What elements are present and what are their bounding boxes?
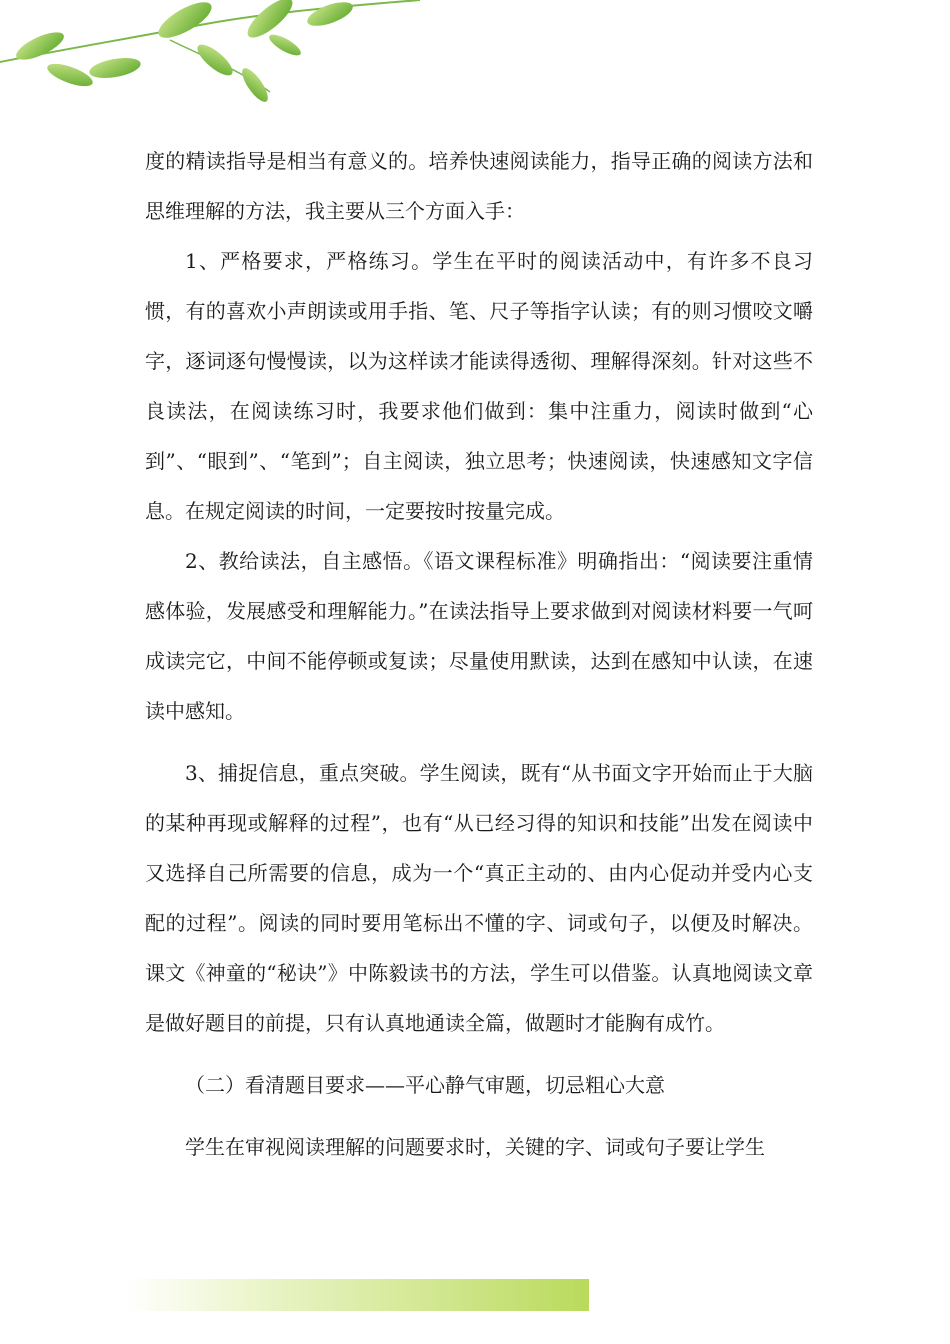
paragraph-gap (145, 736, 813, 748)
section-heading: （二）看清题目要求——平心静气审题，切忌粗心大意 (185, 1073, 665, 1097)
leaf-7 (238, 65, 272, 106)
leaf-3 (88, 55, 142, 82)
vine-leaves-decoration (0, 0, 420, 110)
paragraph-section-2: 学生在审视阅读理解的问题要求时，关键的字、词或句子要让学生 (185, 1135, 765, 1159)
leaf-5 (193, 40, 237, 81)
paragraph-continuation: 度的精读指导是相当有意义的。培养快速阅读能力，指导正确的阅读方法和思维理解的方法，我主要从三个方面入手： (145, 149, 813, 223)
footer-gradient-bar (125, 1279, 589, 1311)
paragraph-gap (145, 1048, 813, 1060)
paragraph-point-2: 2、教给读法，自主感悟。《语文课程标准》明确指出：“阅读要注重情感体验，发展感受和理解能力。”在读法指导上要求做到对阅读材料要一气呵成读完它，中间不能停顿或复读；尽量使用默读，达到在感知中认读，在速读中感知。 (145, 549, 813, 723)
paragraph-gap (145, 1110, 813, 1122)
paragraph-point-3: 3、捕捉信息，重点突破。学生阅读，既有“从书面文字开始而止于大脑的某种再现或解释的过程”，也有“从已经习得的知识和技能”出发在阅读中又选择自己所需要的信息，成为一个“真正主动的、由内心促动并受内心支配的过程”。阅读的同时要用笔标出不懂的字、词或句子，以便及时解决。课文《神童的“秘诀”》中陈毅读书的方法，学生可以借鉴。认真地阅读文章是做好题目的前提，只有认真地通读全篇，做题时才能胸有成竹。 (145, 761, 813, 1035)
leaf-2 (45, 59, 96, 90)
leaf-9 (266, 31, 303, 59)
paragraph-point-1: 1、严格要求，严格练习。学生在平时的阅读活动中，有许多不良习惯，有的喜欢小声朗读或用手指、笔、尺子等指字认读；有的则习惯咬文嚼字，逐词逐句慢慢读，以为这样读才能读得透彻、理解得深刻。针对这些不良读法，在阅读练习时，我要求他们做到：集中注重力，阅读时做到“心到”、“眼到”、“笔到”；自主阅读，独立思考；快速阅读，快速感知文字信息。在规定阅读的时间，一定要按时按量完成。 (145, 249, 813, 523)
leaf-4 (154, 0, 217, 45)
leaf-8 (304, 0, 355, 31)
document-body (145, 136, 813, 1172)
leaf-1 (13, 27, 68, 65)
